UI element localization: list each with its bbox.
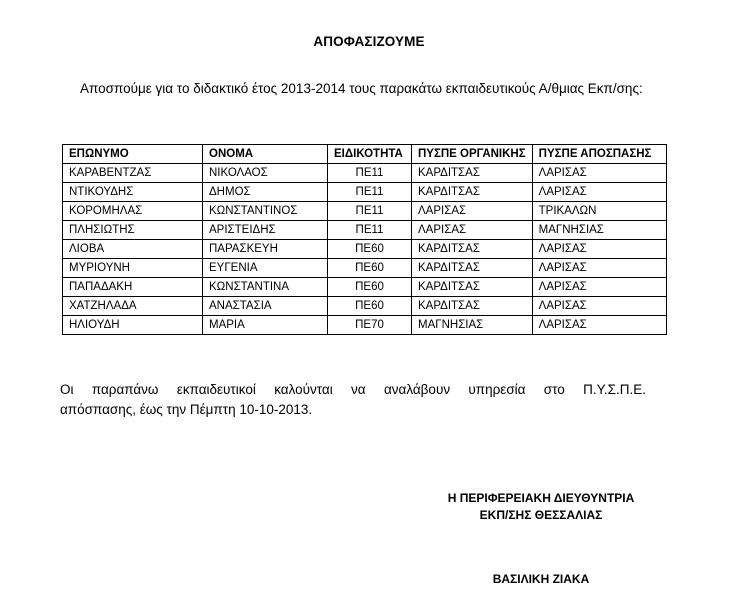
decision-title: ΑΠΟΦΑΣΙΖΟΥΜΕ <box>313 34 425 49</box>
cell-secondment-council: ΛΑΡΙΣΑΣ <box>532 278 666 297</box>
cell-surname: ΚΟΡΟΜΗΛΑΣ <box>63 202 203 221</box>
cell-specialty: ΠΕ11 <box>328 221 412 240</box>
cell-surname: ΝΤΙΚΟΥΔΗΣ <box>63 183 203 202</box>
cell-secondment-council: ΜΑΓΝΗΣΙΑΣ <box>532 221 666 240</box>
cell-origin-council: ΚΑΡΔΙΤΣΑΣ <box>412 240 533 259</box>
table-row <box>63 278 667 297</box>
cell-origin-council: ΚΑΡΔΙΤΣΑΣ <box>412 164 533 183</box>
notice-line-1: Οι παραπάνω εκπαιδευτικοί καλούνται να αναλάβουν υπηρεσία στο Π.Υ.Σ.Π.Ε. <box>60 382 646 397</box>
cell-first-name: ΚΩΝΣΤΑΝΤΙΝΑ <box>203 278 328 297</box>
cell-first-name: ΠΑΡΑΣΚΕΥΗ <box>203 240 328 259</box>
cell-secondment-council: ΛΑΡΙΣΑΣ <box>532 316 666 335</box>
cell-surname: ΗΛΙΟΥΔΗ <box>63 316 203 335</box>
intro-paragraph: Αποσπούμε για το διδακτικό έτος 2013-2014 τους παρακάτω εκπαιδευτικούς Α/θμιας Εκπ/σης: <box>80 81 643 96</box>
signatory-name: ΒΑΣΙΛΙΚΗ ΖΙΑΚΑ <box>492 572 590 586</box>
cell-first-name: ΔΗΜΟΣ <box>203 183 328 202</box>
cell-first-name: ΑΡΙΣΤΕΙΔΗΣ <box>203 221 328 240</box>
table-row <box>63 183 667 202</box>
cell-secondment-council: ΛΑΡΙΣΑΣ <box>532 297 666 316</box>
cell-specialty: ΠΕ60 <box>328 278 412 297</box>
cell-specialty: ΠΕ11 <box>328 164 412 183</box>
cell-secondment-council: ΛΑΡΙΣΑΣ <box>532 240 666 259</box>
cell-first-name: ΑΝΑΣΤΑΣΙΑ <box>203 297 328 316</box>
cell-origin-council: ΛΑΡΙΣΑΣ <box>412 202 533 221</box>
header-surname: ΕΠΩΝΥΜΟ <box>63 145 203 164</box>
cell-surname: ΧΑΤΖΗΛΑΔΑ <box>63 297 203 316</box>
cell-first-name: ΚΩΝΣΤΑΝΤΙΝΟΣ <box>203 202 328 221</box>
cell-first-name: ΕΥΓΕΝΙΑ <box>203 259 328 278</box>
header-origin-council: ΠΥΣΠΕ ΟΡΓΑΝΙΚΗΣ <box>412 145 533 164</box>
cell-secondment-council: ΤΡΙΚΑΛΩΝ <box>532 202 666 221</box>
cell-specialty: ΠΕ60 <box>328 297 412 316</box>
header-secondment-council: ΠΥΣΠΕ ΑΠΟΣΠΑΣΗΣ <box>532 145 666 164</box>
table-row <box>63 202 667 221</box>
notice-line-2: απόσπασης, έως την Πέμπτη 10-10-2013. <box>60 402 313 417</box>
table-row <box>63 164 667 183</box>
cell-secondment-council: ΛΑΡΙΣΑΣ <box>532 259 666 278</box>
cell-specialty: ΠΕ11 <box>328 202 412 221</box>
cell-origin-council: ΚΑΡΔΙΤΣΑΣ <box>412 278 533 297</box>
table-row <box>63 297 667 316</box>
signatory-role: Η ΠΕΡΙΦΕΡΕΙΑΚΗ ΔΙΕΥΘΥΝΤΡΙΑ <box>447 491 635 505</box>
cell-specialty: ΠΕ60 <box>328 259 412 278</box>
cell-specialty: ΠΕ70 <box>328 316 412 335</box>
table-body <box>63 164 667 335</box>
teachers-table <box>62 144 667 335</box>
cell-first-name: ΝΙΚΟΛΑΟΣ <box>203 164 328 183</box>
cell-secondment-council: ΛΑΡΙΣΑΣ <box>532 164 666 183</box>
cell-surname: ΚΑΡΑΒΕΝΤΖΑΣ <box>63 164 203 183</box>
signatory-office: ΕΚΠ/ΣΗΣ ΘΕΣΣΑΛΙΑΣ <box>479 508 603 522</box>
cell-origin-council: ΜΑΓΝΗΣΙΑΣ <box>412 316 533 335</box>
table-header-row <box>63 145 667 164</box>
header-first-name: ΟΝΟΜΑ <box>203 145 328 164</box>
cell-first-name: ΜΑΡΙΑ <box>203 316 328 335</box>
cell-origin-council: ΚΑΡΔΙΤΣΑΣ <box>412 297 533 316</box>
table-row <box>63 259 667 278</box>
cell-specialty: ΠΕ60 <box>328 240 412 259</box>
cell-surname: ΠΑΠΑΔΑΚΗ <box>63 278 203 297</box>
cell-origin-council: ΚΑΡΔΙΤΣΑΣ <box>412 183 533 202</box>
cell-origin-council: ΛΑΡΙΣΑΣ <box>412 221 533 240</box>
cell-surname: ΠΛΗΣΙΩΤΗΣ <box>63 221 203 240</box>
cell-surname: ΜΥΡΙΟΥΝΗ <box>63 259 203 278</box>
table-row <box>63 316 667 335</box>
cell-origin-council: ΚΑΡΔΙΤΣΑΣ <box>412 259 533 278</box>
header-specialty: ΕΙΔΙΚΟΤΗΤΑ <box>328 145 412 164</box>
cell-specialty: ΠΕ11 <box>328 183 412 202</box>
table-row <box>63 240 667 259</box>
table-row <box>63 221 667 240</box>
cell-secondment-council: ΛΑΡΙΣΑΣ <box>532 183 666 202</box>
cell-surname: ΛΙΟΒΑ <box>63 240 203 259</box>
